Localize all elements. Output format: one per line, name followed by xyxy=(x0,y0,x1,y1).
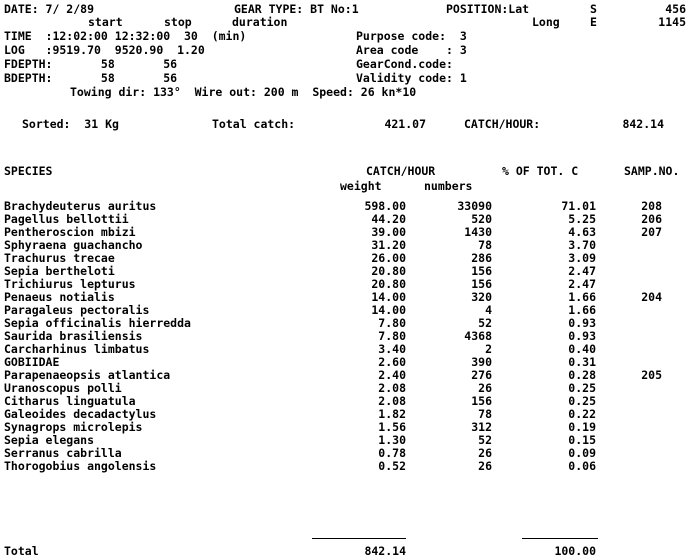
lat-value: 456 xyxy=(665,2,686,16)
numbers-value: 26 xyxy=(478,446,492,460)
long-label: Long xyxy=(532,15,560,29)
purpose-code: Purpose code: 3 xyxy=(356,29,467,43)
weight-value: 39.00 xyxy=(371,225,406,239)
numbers-value: 320 xyxy=(471,290,492,304)
col-numbers-header: numbers xyxy=(424,179,473,193)
area-code: Area code : 3 xyxy=(356,43,467,57)
col-pct-header: % OF TOT. C xyxy=(502,164,579,178)
weight-value: 7.80 xyxy=(378,329,406,343)
species-name: Thorogobius angolensis xyxy=(4,459,157,473)
pct-value: 0.31 xyxy=(568,355,596,369)
numbers-value: 156 xyxy=(471,264,492,278)
weight-value: 2.08 xyxy=(378,394,406,408)
weight-value: 2.08 xyxy=(378,381,406,395)
towing-row: Towing dir: 133° Wire out: 200 m Speed: 26 kn*10 xyxy=(70,85,417,99)
pct-value: 0.15 xyxy=(568,433,596,447)
pct-total-rule xyxy=(522,538,598,539)
pct-value: 0.25 xyxy=(568,381,596,395)
weight-value: 26.00 xyxy=(371,251,406,265)
pct-value: 4.63 xyxy=(568,225,596,239)
lat-direction: S xyxy=(590,2,597,16)
numbers-value: 2 xyxy=(485,342,492,356)
col-catch-hour-header: CATCH/HOUR xyxy=(366,164,436,178)
species-name: Saurida brasiliensis xyxy=(4,329,143,343)
pct-value: 71.01 xyxy=(561,199,596,213)
samp-value: 207 xyxy=(641,225,662,239)
weight-value: 2.40 xyxy=(378,368,406,382)
numbers-value: 52 xyxy=(478,316,492,330)
numbers-value: 52 xyxy=(478,433,492,447)
pct-value: 0.09 xyxy=(568,446,596,460)
numbers-value: 4368 xyxy=(464,329,492,343)
total-label: Total xyxy=(4,544,39,558)
col-species-header: SPECIES xyxy=(4,164,53,178)
numbers-value: 156 xyxy=(471,394,492,408)
weight-value: 44.20 xyxy=(371,212,406,226)
col-start-label: start xyxy=(88,15,123,29)
samp-value: 204 xyxy=(641,290,662,304)
numbers-value: 4 xyxy=(485,303,492,317)
position-label: POSITION:Lat xyxy=(446,2,530,16)
numbers-value: 78 xyxy=(478,238,492,252)
total-weight: 842.14 xyxy=(364,544,406,558)
species-name: Pagellus bellottii xyxy=(4,212,129,226)
weight-value: 0.52 xyxy=(378,459,406,473)
pct-value: 5.25 xyxy=(568,212,596,226)
numbers-value: 33090 xyxy=(457,199,492,213)
numbers-value: 1430 xyxy=(464,225,492,239)
species-name: Penaeus notialis xyxy=(4,290,115,304)
species-name: Pentheroscion mbizi xyxy=(4,225,136,239)
col-stop-label: stop xyxy=(164,15,192,29)
numbers-value: 390 xyxy=(471,355,492,369)
col-samp-header: SAMP.NO. xyxy=(624,164,680,178)
samp-value: 208 xyxy=(641,199,662,213)
numbers-value: 520 xyxy=(471,212,492,226)
fdepth-row: FDEPTH: 58 56 xyxy=(4,57,178,71)
pct-value: 0.28 xyxy=(568,368,596,382)
weight-value: 31.20 xyxy=(371,238,406,252)
weight-value: 14.00 xyxy=(371,290,406,304)
numbers-value: 26 xyxy=(478,459,492,473)
numbers-value: 276 xyxy=(471,368,492,382)
samp-value: 206 xyxy=(641,212,662,226)
numbers-value: 26 xyxy=(478,381,492,395)
gear-type-field: GEAR TYPE: BT No:1 xyxy=(234,2,359,16)
long-direction: E xyxy=(590,15,597,29)
catch-hour-value: 842.14 xyxy=(622,117,664,131)
total-catch-label: Total catch: xyxy=(212,117,296,131)
species-name: Brachydeuterus auritus xyxy=(4,199,157,213)
pct-value: 2.47 xyxy=(568,264,596,278)
species-name: Galeoides decadactylus xyxy=(4,407,157,421)
species-name: GOBIIDAE xyxy=(4,355,60,369)
numbers-value: 312 xyxy=(471,420,492,434)
species-name: Sepia officinalis hierredda xyxy=(4,316,191,330)
gearcond-code: GearCond.code: xyxy=(356,57,453,71)
species-name: Trachurus trecae xyxy=(4,251,115,265)
numbers-value: 156 xyxy=(471,277,492,291)
catch-hour-label: CATCH/HOUR: xyxy=(464,117,541,131)
col-duration-label: duration xyxy=(232,15,288,29)
samp-value: 205 xyxy=(641,368,662,382)
pct-value: 0.06 xyxy=(568,459,596,473)
total-catch-value: 421.07 xyxy=(384,117,426,131)
pct-value: 3.09 xyxy=(568,251,596,265)
species-name: Synagrops microlepis xyxy=(4,420,143,434)
pct-value: 1.66 xyxy=(568,303,596,317)
weight-value: 14.00 xyxy=(371,303,406,317)
pct-value: 0.40 xyxy=(568,342,596,356)
numbers-value: 286 xyxy=(471,251,492,265)
bdepth-row: BDEPTH: 58 56 xyxy=(4,71,178,85)
weight-value: 1.56 xyxy=(378,420,406,434)
col-weight-header: weight xyxy=(340,179,382,193)
date-field: DATE: 7/ 2/89 xyxy=(4,2,95,16)
weight-value: 598.00 xyxy=(364,199,406,213)
pct-value: 1.66 xyxy=(568,290,596,304)
long-value: 1145 xyxy=(658,15,686,29)
species-name: Sphyraena guachancho xyxy=(4,238,143,252)
species-name: Uranoscopus polli xyxy=(4,381,122,395)
pct-value: 0.93 xyxy=(568,316,596,330)
weight-value: 2.60 xyxy=(378,355,406,369)
species-name: Trichiurus lepturus xyxy=(4,277,136,291)
pct-value: 0.22 xyxy=(568,407,596,421)
species-name: Paragaleus pectoralis xyxy=(4,303,150,317)
weight-value: 1.82 xyxy=(378,407,406,421)
species-name: Carcharhinus limbatus xyxy=(4,342,150,356)
species-name: Parapenaeopsis atlantica xyxy=(4,368,171,382)
total-pct: 100.00 xyxy=(554,544,596,558)
pct-value: 3.70 xyxy=(568,238,596,252)
species-name: Sepia elegans xyxy=(4,433,95,447)
pct-value: 0.25 xyxy=(568,394,596,408)
weight-value: 1.30 xyxy=(378,433,406,447)
weight-total-rule xyxy=(312,538,406,539)
weight-value: 7.80 xyxy=(378,316,406,330)
validity-code: Validity code: 1 xyxy=(356,71,467,85)
pct-value: 2.47 xyxy=(568,277,596,291)
numbers-value: 78 xyxy=(478,407,492,421)
pct-value: 0.19 xyxy=(568,420,596,434)
time-row: TIME :12:02:00 12:32:00 30 (min) xyxy=(4,29,247,43)
weight-value: 3.40 xyxy=(378,342,406,356)
species-name: Citharus linguatula xyxy=(4,394,136,408)
weight-value: 20.80 xyxy=(371,277,406,291)
log-row: LOG :9519.70 9520.90 1.20 xyxy=(4,43,205,57)
sorted-weight: Sorted: 31 Kg xyxy=(22,117,119,131)
weight-value: 0.78 xyxy=(378,446,406,460)
pct-value: 0.93 xyxy=(568,329,596,343)
weight-value: 20.80 xyxy=(371,264,406,278)
species-name: Serranus cabrilla xyxy=(4,446,122,460)
species-name: Sepia bertheloti xyxy=(4,264,115,278)
